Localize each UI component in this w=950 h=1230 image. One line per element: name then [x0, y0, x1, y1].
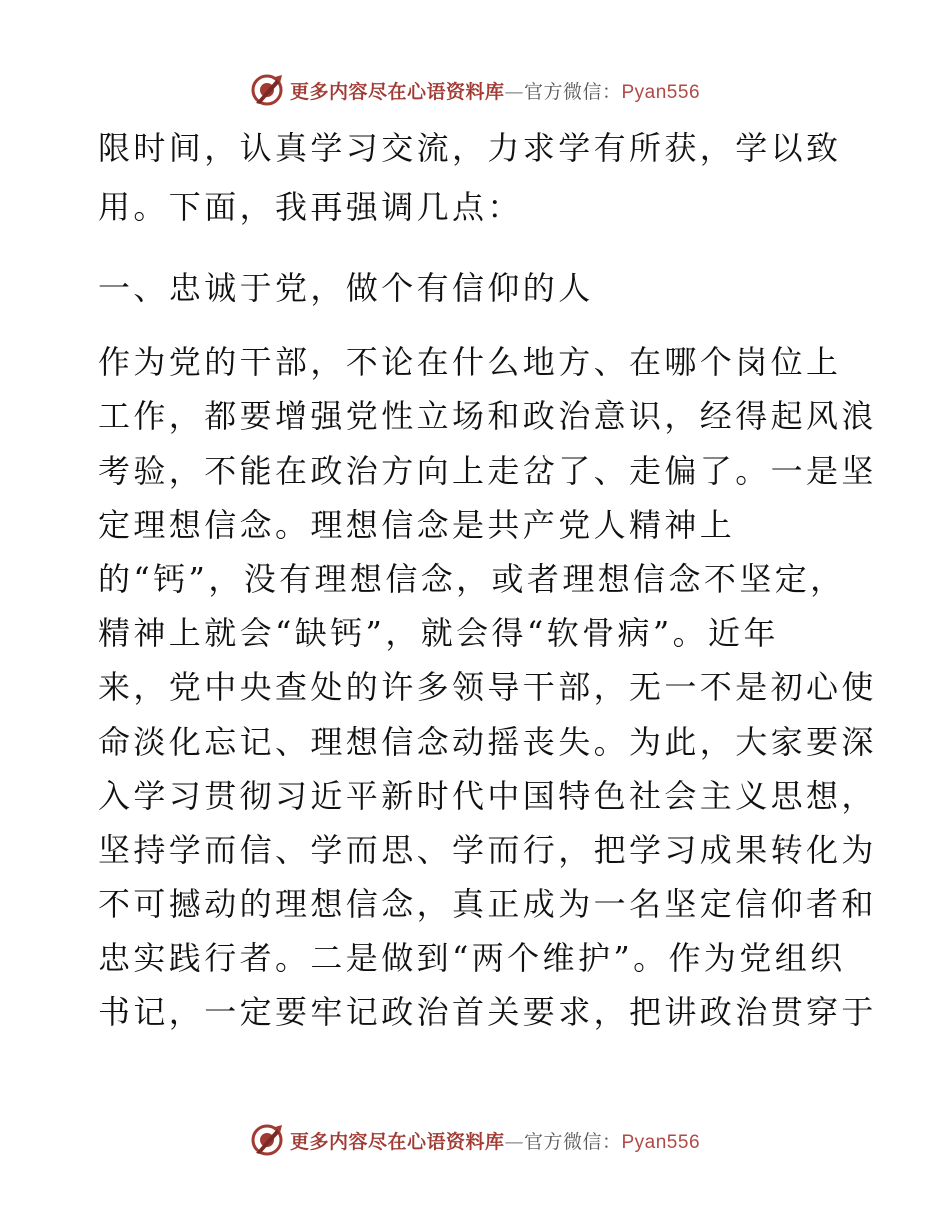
body-line: 考验，不能在政治方向上走岔了、走偏了。一是坚 [98, 451, 877, 490]
body-line: 定理想信念。理想信念是共产党人精神上 [98, 505, 736, 544]
watermark-wechat-id: Pyan556 [621, 81, 701, 103]
watermark-separator: — [504, 1130, 524, 1153]
body-line: 来，党中央查处的许多领导干部，无一不是初心使 [98, 668, 877, 707]
watermark-text [290, 77, 700, 104]
watermark-brand: 更多内容尽在心语资料库 [289, 1130, 505, 1153]
document-body [98, 124, 877, 1043]
body-line: 不可撼动的理想信念，真正成为一名坚定信仰者和 [98, 885, 877, 924]
watermark-brand: 更多内容尽在心语资料库 [289, 80, 505, 103]
body-line: 精神上就会“缺钙”，就会得“软骨病”。近年 [98, 614, 779, 653]
quill-pen-circle-logo-icon [250, 1123, 284, 1157]
quill-pen-circle-logo-icon [250, 73, 284, 107]
body-line: 书记，一定要牢记政治首关要求，把讲政治贯穿于 [98, 993, 877, 1032]
body-line: 工作，都要增强党性立场和政治意识，经得起风浪 [98, 397, 877, 436]
watermark-wechat-label: 官方微信： [523, 80, 622, 103]
body-line: 用。下面，我再强调几点： [98, 188, 523, 227]
watermark-separator: — [504, 80, 524, 103]
watermark-text [290, 1127, 700, 1154]
body-line: 入学习贯彻习近平新时代中国特色社会主义思想， [98, 776, 877, 815]
footer-watermark [0, 1120, 950, 1160]
section-heading: 一、忠诚于党，做个有信仰的人 [98, 269, 594, 308]
body-line: 的“钙”，没有理想信念，或者理想信念不坚定， [98, 559, 846, 598]
body-line: 命淡化忘记、理想信念动摇丧失。为此，大家要深 [98, 722, 877, 761]
watermark-wechat-label: 官方微信： [523, 1130, 622, 1153]
body-line: 忠实践行者。二是做到“两个维护”。作为党组织 [98, 939, 846, 978]
body-line: 限时间，认真学习交流，力求学有所获，学以致 [98, 129, 842, 167]
watermark-wechat-id: Pyan556 [621, 1131, 701, 1153]
body-line: 坚持学而信、学而思、学而行，把学习成果转化为 [98, 830, 877, 869]
body-line: 作为党的干部，不论在什么地方、在哪个岗位上 [98, 343, 842, 382]
header-watermark [0, 70, 950, 110]
